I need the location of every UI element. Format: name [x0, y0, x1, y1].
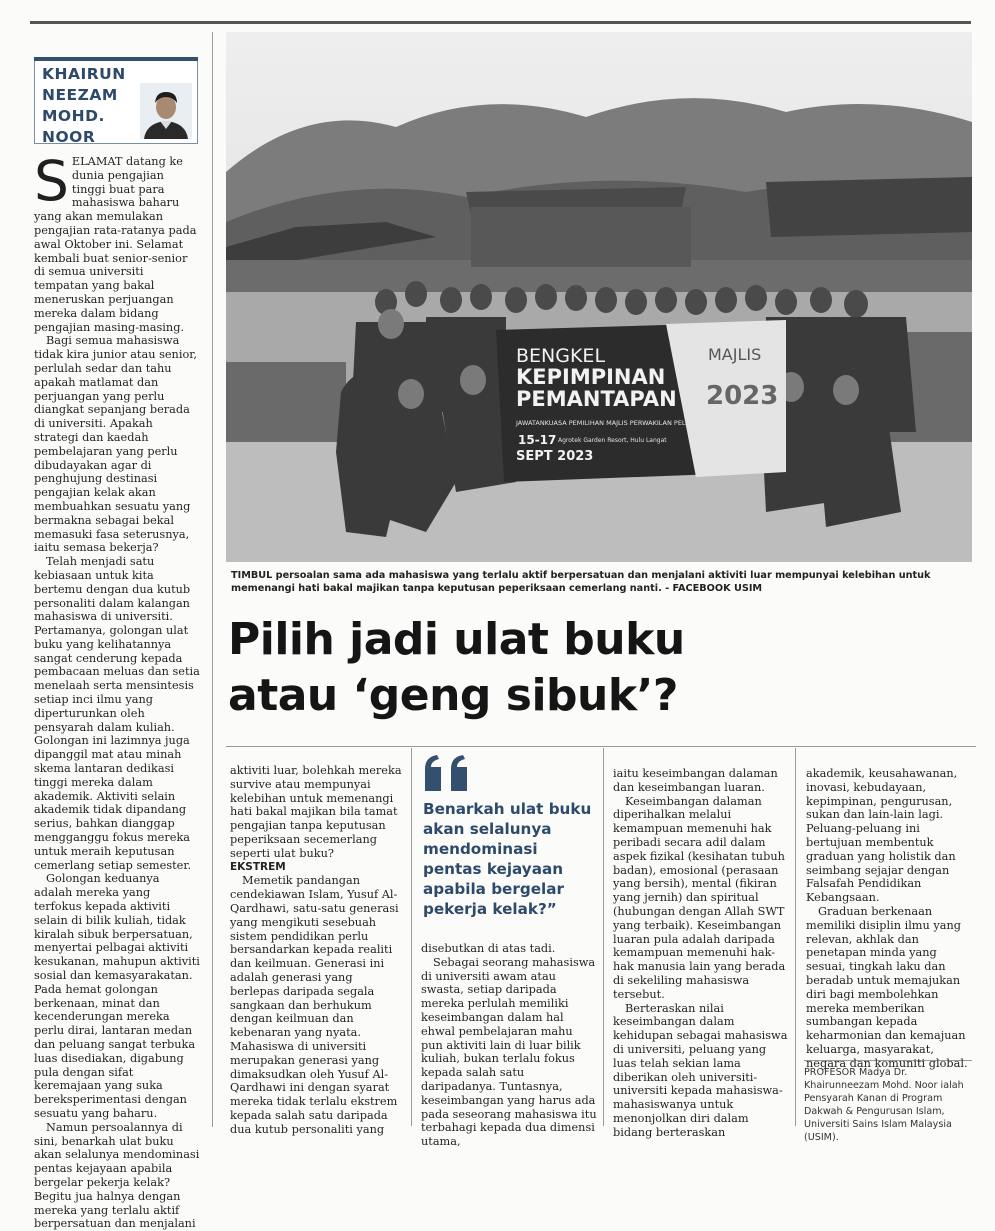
paragraph: Keseimbangan dalaman diperihalkan melalui kemampuan memenuhi hak peribadi secara adil dalam aspek fizikal (kesihatan tubuh badan), emosional (perasaan yang bersih), mental (fikiran yang jernih) dan spiritual (hubungan dengan Allah SWT yang terbaik). Keseimbangan luaran pula adalah daripada kemampuan memenuhi hak-hak manusia lain yang berada di sekeliling mahasiswa tersebut.	[613, 794, 786, 1001]
paragraph: Graduan berkenaan memiliki disiplin ilmu yang relevan, akhlak dan penetapan minda yang sesuai, tingkah laku dan beradab untuk memajukan diri bagi membolehkan mereka memberikan sumbangan kepada keharmonian dan kemajuan keluarga, masyarakat, negara dan komuniti global.	[806, 904, 968, 1070]
author-name-line: KHAIRUN	[42, 65, 126, 83]
author-name-line: MOHD.	[42, 107, 105, 125]
paragraph: disebutkan di atas tadi.	[421, 942, 556, 955]
pull-quote: Benarkah ulat buku akan selalunya mendominasi pentas kejayaan apabila bergelar pekerja kelak?”	[423, 800, 592, 918]
paragraph: iaitu keseimbangan dalaman dan keseimbangan luaran.	[613, 767, 778, 794]
paragraph: Berteraskan nilai keseimbangan dalam kehidupan sebagai mahasiswa di universiti, peluang yang luas telah sekian lama diberikan oleh universiti-universiti kepada mahasiswa-mahasiswanya untuk menonjolkan diri dalam bidang berteraskan	[613, 1001, 788, 1139]
paragraph: Telah menjadi satu kebiasaan untuk kita bertemu dengan dua kutub personaliti dalam kalangan mahasiswa di universiti. Pertamanya, golongan ulat buku yang kelihatannya sangat cenderung kepada pembacaan meluas dan setia menelaah serta mensintesis setiap inci ilmu yang diperturunkan oleh pensyarah dalam kuliah. Golongan ini lazimnya juga dipanggil mat atau minah skema lantaran dedikasi tinggi mereka dalam akademik. Aktiviti selain akademik tidak dipandang serius, bahkan dianggap mengganggu fokus mereka untuk meraih keputusan cemerlang setiap semester.	[34, 555, 200, 872]
paragraph: Namun persoalannya di sini, benarkah ulat buku akan selalunya mendominasi pentas kejayaan apabila bergelar pekerja kelak? Begitu jua halnya dengan mereka yang terlalu aktif berpersatuan dan menjalani	[34, 1120, 200, 1231]
banner-text: Agrotek Garden Resort, Hulu Langat	[558, 437, 667, 444]
banner-text: KEPIMPINAN	[516, 365, 666, 389]
paragraph-text: ELAMAT datang ke dunia pengajian tinggi buat para mahasiswa baharu yang akan memulakan pengajian rata-ratanya pada awal Oktober ini. Selamat kembali buat senior-senior di semua universiti tempatan yang bakal meneruskan perjuangan mereka dalam bidang pengajian masing-masing.	[34, 155, 197, 334]
byline-accent-bar	[34, 57, 198, 61]
author-avatar	[140, 83, 192, 139]
banner-text: 15-17	[518, 433, 557, 447]
author-name-line: NOOR	[42, 128, 96, 146]
paragraph: akademik, keusahawanan, inovasi, kebudayaan, kepimpinan, pengurusan, sukan dan lain-lain lagi. Peluang-peluang ini bertujuan membentuk graduan yang holistik dan seimbang sejajar dengan Falsafah Pendidikan Kebangsaan.	[806, 767, 958, 905]
paragraph	[34, 149, 200, 334]
subheading: EKSTREM	[230, 860, 286, 873]
photo-caption: TIMBUL persoalan sama ada mahasiswa yang terlalu aktif berpersatuan dan menjalani aktiviti luar mempunyai kelebihan untuk memenangi hati bakal majikan tanpa keputusan peperiksaan cemerlang nanti. - FACEBOOK USIM	[231, 570, 931, 594]
quote-mark-icon	[423, 755, 475, 793]
photo-illustration	[226, 32, 972, 562]
paragraph: Sebagai seorang mahasiswa di universiti awam atau swasta, setiap daripada mereka perlulah memiliki keseimbangan dalam hal ehwal pembelajaran mahu pun aktiviti lain di luar bilik kuliah, bukan terlalu fokus kepada salah satu daripadanya. Tuntasnya, keseimbangan yang harus ada pada seseorang mahasiswa itu terbahagi kepada dua dimensi utama,	[421, 955, 597, 1149]
headline-line: atau ‘geng sibuk’?	[228, 670, 678, 721]
banner-text: BENGKEL	[516, 345, 606, 367]
top-rule	[30, 21, 971, 24]
column-divider	[603, 748, 604, 1126]
paragraph: Memetik pandangan cendekiawan Islam, Yusuf Al-Qardhawi, satu-satu generasi yang mengikuti sesebuah sistem pendidikan perlu bersandarkan kepada realiti dan keilmuan. Generasi ini adalah generasi yang berlepas daripada segala sangkaan dan berhukum dengan keilmuan dan kebenaran yang nyata. Mahasiswa di universiti merupakan generasi yang dimaksudkan oleh Yusuf Al-Qardhawi ini dengan syarat mereka tidak terlalu ekstrem kepada salah satu daripada dua kutub personaliti yang	[230, 874, 399, 1136]
banner-text: SEPT 2023	[516, 449, 594, 464]
headline	[228, 612, 968, 724]
column-divider	[212, 32, 213, 1127]
article-column-4	[613, 767, 789, 1140]
paragraph: aktiviti luar, bolehkah mereka survive atau mempunyai kelebihan untuk memenangi hati bakal majikan bila tamat pengajian tanpa keputusan peperiksaan secemerlang seperti ulat buku?	[230, 764, 402, 860]
headline-rule	[226, 746, 976, 747]
article-column-5	[806, 767, 974, 1071]
banner-text: JAWATANKUASA PEMILIHAN MAJLIS PERWAKILAN PELAJAR (JPMP)	[516, 419, 724, 427]
author-name	[42, 64, 142, 148]
banner-text: 2023	[706, 381, 779, 411]
article-column-1	[34, 149, 200, 1231]
paragraph: Bagi semua mahasiswa tidak kira junior atau senior, perlulah sedar dan tahu apakah matlamat dan perjuangan yang perlu diangkat sepanjang berada di universiti. Apakah strategi dan kaedah pembelajaran yang perlu dibudayakan agar di penghujung destinasi pengajian kelak akan membuahkan sesuatu yang bermakna sebagai bekal memasuki fasa seterusnya, iaitu semasa bekerja?	[34, 334, 197, 555]
author-name-line: NEEZAM	[42, 86, 118, 104]
headline-line: Pilih jadi ulat buku	[228, 614, 685, 665]
drop-cap: S	[34, 149, 69, 213]
group-photo	[226, 32, 972, 562]
column-divider	[411, 748, 412, 1126]
article-column-3	[421, 942, 597, 1149]
banner-text: MAJLIS	[708, 345, 762, 364]
article-column-2	[230, 764, 402, 1137]
author-bio: PROFESOR Madya Dr. Khairunneezam Mohd. Noor ialah Pensyarah Kanan di Program Dakwah & Pengurusan Islam, Universiti Sains Islam Malaysia (USIM).	[804, 1067, 964, 1143]
banner-text: PEMANTAPAN	[516, 387, 677, 411]
paragraph: Golongan keduanya adalah mereka yang terfokus kepada aktiviti selain di bilik kuliah, tidak kiralah sibuk berpersatuan, menyertai pelbagai aktiviti kesukanan, mahupun aktiviti sosial dan kemasyarakatan. Pada hemat golongan berkenaan, minat dan kecenderungan mereka perlu dirai, lantaran medan dan peluang sangat terbuka luas disediakan, digabung pula dengan sifat keremajaan yang suka bereksperimentasi dengan sesuatu yang baharu.	[34, 872, 200, 1120]
column-divider	[795, 748, 796, 1126]
